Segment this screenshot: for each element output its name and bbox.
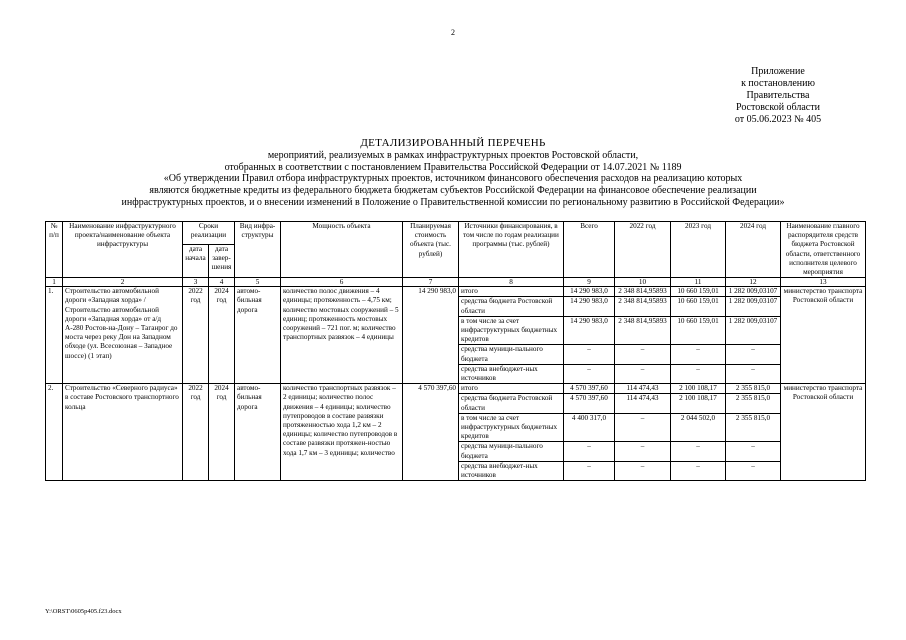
capacity: количество транспортных развязок – 2 единицы; количество полос движения – 4 единицы; количество путепроводов в составе развязки протяженностью хода 1,2 км – 2 единицы; количество путепроводов в составе развязки протяжен-ностью хода 1,7 км – 3 единицы; количество <box>281 384 403 481</box>
amount-2023: – <box>671 345 726 364</box>
amount-2022: – <box>615 345 671 364</box>
header-total: Всего <box>564 222 615 278</box>
header-num: № п/п <box>46 222 63 278</box>
col-number: 13 <box>781 278 866 287</box>
infrastructure-type: автомо-бильная дорога <box>235 384 281 481</box>
header-capacity: Мощность объекта <box>281 222 403 278</box>
column-number-row <box>46 278 866 287</box>
amount-2022: 2 348 814,95893 <box>615 287 671 297</box>
funding-source: средства внебюджет-ных источников <box>459 461 564 480</box>
funding-source: средства муници-пального бюджета <box>459 442 564 461</box>
header-manager: Наименование главного распорядителя средств бюджета Ростовской области, ответственного исполнителя целевого мероприятия <box>781 222 866 278</box>
title-line: инфраструктурных проектов, и о внесении изменений в Положение о Правительственной комиссии по региональному развитию в Российской Федерации» <box>121 196 785 208</box>
project-name: Строительство автомобильной дороги «Западная хорда» / Строительство автомобильной дороги «Западная хорда» от а/д А-280 Ростов-на-Дону – Таганрог до моста через реку Дон на Западном обходе (ул. Всесоюзная – Западное шоссе) (1 этап) <box>63 287 183 384</box>
amount-2024: 2 355 815,0 <box>726 413 781 442</box>
amount-2024: 1 282 009,03107 <box>726 316 781 345</box>
header-type: Вид инфра-структуры <box>235 222 281 278</box>
funding-source: итого <box>459 287 564 297</box>
col-number: 7 <box>403 278 459 287</box>
amount-2023: 2 044 502,0 <box>671 413 726 442</box>
amount-2024: – <box>726 442 781 461</box>
amount-total: 4 400 317,0 <box>564 413 615 442</box>
amount-total: 14 290 983,0 <box>564 316 615 345</box>
header-start: дата начала <box>183 244 209 278</box>
infrastructure-type: автомо-бильная дорога <box>235 287 281 384</box>
col-number: 5 <box>235 278 281 287</box>
file-path-footer: Y:\ORST\0605p405.f23.docx <box>45 608 122 615</box>
responsible-manager: министерство транспорта Ростовской области <box>781 384 866 481</box>
title-heading: ДЕТАЛИЗИРОВАННЫЙ ПЕРЕЧЕНЬ <box>360 137 546 149</box>
amount-2024: – <box>726 364 781 383</box>
table-row <box>46 384 866 394</box>
col-number: 6 <box>281 278 403 287</box>
funding-source: средства бюджета Ростовской области <box>459 297 564 316</box>
project-name: Строительство «Северного радиуса» в составе Ростовского транспортного кольца <box>63 384 183 481</box>
col-number: 8 <box>459 278 564 287</box>
appendix-line: Правительства <box>746 90 810 101</box>
amount-total: – <box>564 364 615 383</box>
title-line: отобранных в соответствии с постановлением Правительства Российской Федерации от 14.07.2021 № 1189 <box>224 161 682 173</box>
funding-source: средства муници-пального бюджета <box>459 345 564 364</box>
header-name: Наименование инфраструктурного проекта/наименование объекта инфраструктуры <box>63 222 183 278</box>
funding-source: средства бюджета Ростовской области <box>459 394 564 413</box>
appendix-line: от 05.06.2023 № 405 <box>734 114 822 125</box>
amount-2023: 10 660 159,01 <box>671 297 726 316</box>
planned-cost: 14 290 983,0 <box>403 287 459 384</box>
amount-2023: 10 660 159,01 <box>671 316 726 345</box>
amount-2022: – <box>615 364 671 383</box>
col-number: 11 <box>671 278 726 287</box>
amount-2024: – <box>726 345 781 364</box>
projects-table <box>45 221 866 481</box>
amount-2024: 1 282 009,03107 <box>726 297 781 316</box>
col-number: 2 <box>63 278 183 287</box>
amount-2024: – <box>726 461 781 480</box>
row-num: 2. <box>46 384 63 481</box>
amount-2023: 2 100 108,17 <box>671 384 726 394</box>
appendix-line: к постановлению <box>741 78 815 89</box>
amount-2022: 2 348 814,95893 <box>615 297 671 316</box>
end-date: 2024 год <box>209 384 235 481</box>
funding-source: итого <box>459 384 564 394</box>
amount-total: – <box>564 442 615 461</box>
col-number: 4 <box>209 278 235 287</box>
header-2022: 2022 год <box>615 222 671 278</box>
amount-2023: 10 660 159,01 <box>671 287 726 297</box>
amount-2024: 2 355 815,0 <box>726 394 781 413</box>
funding-source: в том числе за счет инфраструктурных бюджетных кредитов <box>459 316 564 345</box>
header-sources: Источники финансирования, в том числе по годам реализации программы (тыс. рублей) <box>459 222 564 278</box>
funding-source: средства внебюджет-ных источников <box>459 364 564 383</box>
title-line: «Об утверждении Правил отбора инфраструктурных проектов, источником финансового обеспечения расходов на реализацию которых <box>163 173 743 185</box>
funding-source: в том числе за счет инфраструктурных бюджетных кредитов <box>459 413 564 442</box>
header-2024: 2024 год <box>726 222 781 278</box>
amount-2023: – <box>671 364 726 383</box>
planned-cost: 4 570 397,60 <box>403 384 459 481</box>
amount-2023: – <box>671 442 726 461</box>
amount-total: 14 290 983,0 <box>564 287 615 297</box>
amount-2023: 2 100 108,17 <box>671 394 726 413</box>
capacity: количество полос движения – 4 единицы; протяженность – 4,75 км; количество мостовых сооружений – 5 единиц; протяженность мостовых сооружений – 721 пог. м; количество транспортных развязок – 4 единицы <box>281 287 403 384</box>
header-cost: Планируемая стоимость объекта (тыс. рублей) <box>403 222 459 278</box>
header-2023: 2023 год <box>671 222 726 278</box>
end-date: 2024 год <box>209 287 235 384</box>
document-title <box>22 138 884 209</box>
amount-2024: 2 355 815,0 <box>726 384 781 394</box>
amount-total: 4 570 397,60 <box>564 394 615 413</box>
col-number: 1 <box>46 278 63 287</box>
header-end: дата завер-шения <box>209 244 235 278</box>
amount-2024: 1 282 009,03107 <box>726 287 781 297</box>
page-number: 2 <box>451 28 455 37</box>
amount-total: 14 290 983,0 <box>564 297 615 316</box>
amount-2022: 2 348 814,95893 <box>615 316 671 345</box>
col-number: 3 <box>183 278 209 287</box>
amount-2023: – <box>671 461 726 480</box>
table-row <box>46 287 866 297</box>
appendix-line: Ростовской области <box>736 102 820 113</box>
amount-2022: – <box>615 442 671 461</box>
title-line: являются бюджетные кредиты из федерального бюджета бюджетам субъектов Российской Федерации на финансовое обеспечение реализации <box>149 185 757 197</box>
col-number: 9 <box>564 278 615 287</box>
appendix-line: Приложение <box>751 66 805 77</box>
appendix-block <box>700 66 856 126</box>
amount-2022: 114 474,43 <box>615 384 671 394</box>
responsible-manager: министерство транспорта Ростовской области <box>781 287 866 384</box>
title-line: мероприятий, реализуемых в рамках инфраструктурных проектов Ростовской области, <box>267 149 639 161</box>
header-terms: Сроки реализации <box>183 222 235 245</box>
start-date: 2022 год <box>183 287 209 384</box>
amount-2022: 114 474,43 <box>615 394 671 413</box>
amount-2022: – <box>615 413 671 442</box>
amount-total: – <box>564 461 615 480</box>
col-number: 12 <box>726 278 781 287</box>
amount-total: 4 570 397,60 <box>564 384 615 394</box>
start-date: 2022 год <box>183 384 209 481</box>
amount-total: – <box>564 345 615 364</box>
col-number: 10 <box>615 278 671 287</box>
amount-2022: – <box>615 461 671 480</box>
row-num: 1. <box>46 287 63 384</box>
